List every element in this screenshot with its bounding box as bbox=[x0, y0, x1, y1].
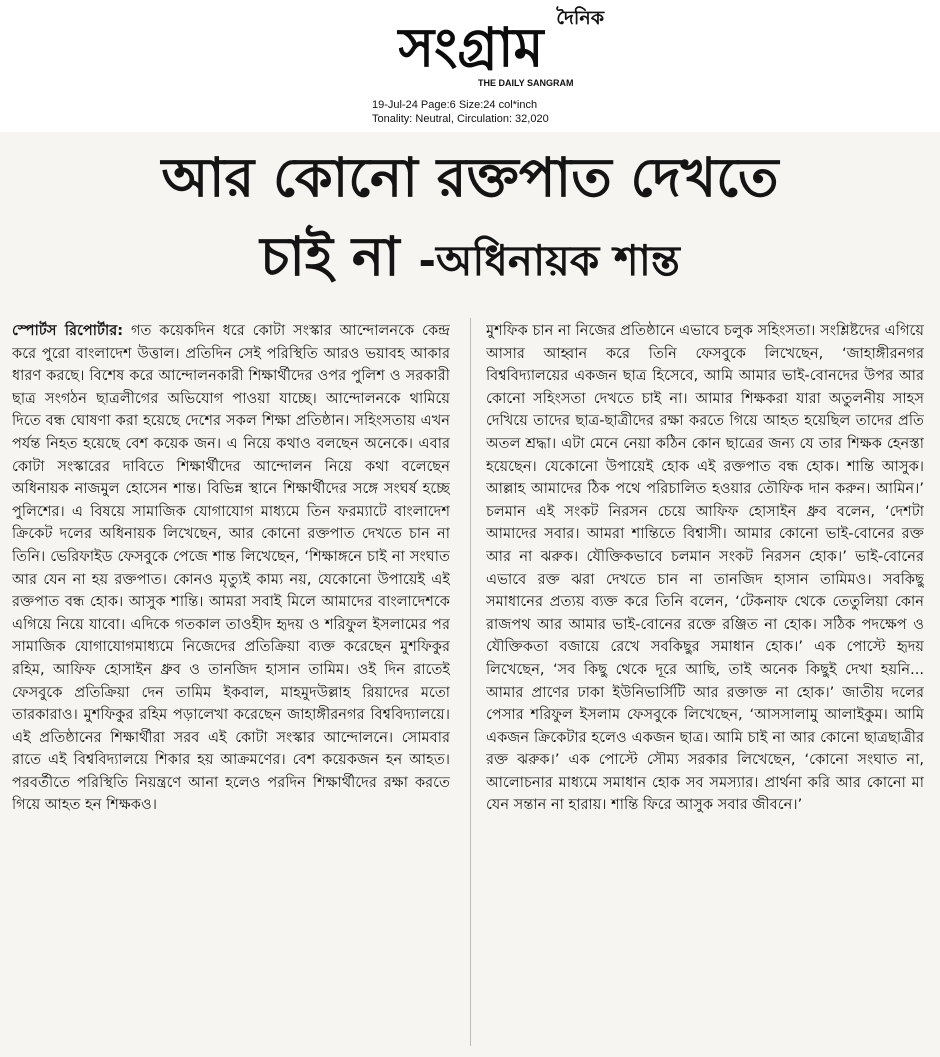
meta-line-tonality: Tonality: Neutral, Circulation: 32,020 bbox=[372, 113, 549, 125]
headline-line-1: আর কোনো রক্তপাত দেখতে bbox=[161, 146, 779, 209]
logo-main-text: সংগ্রাম bbox=[398, 16, 544, 79]
left-paragraph bbox=[12, 320, 450, 817]
left-body-text: গত কয়েকদিন ধরে কোটা সংস্কার আন্দোলনকে কেন্দ্র করে পুরো বাংলাদেশ উত্তাল। প্রতিদিন সেই পরিস্থিতি আরও ভয়াবহ আকার ধারণ করছে। বিশেষ করে আন্দোলনকারী শিক্ষার্থীদের ওপর পুলিশ ও সরকারী ছাত্র সংগঠন ছাত্রলীগের অভিযোগ পাওয়া যাচ্ছে। আন্দোলনকে থামিয়ে দিতে বন্ধ ঘোষণা করা হয়েছে দেশের সকল শিক্ষা প্রতিষ্ঠান। সহিংসতায় এখন পর্যন্ত নিহত হয়েছে বেশ কয়েক জন। এ নিয়ে কথাও বলছেন অনেকে। এবার কোটা সংস্কারের দাবিতে শিক্ষার্থীদের আন্দোলন নিয়ে কথা বলেছেন অধিনায়ক নাজমুল হোসেন শান্ত। বিভিন্ন স্থানে শিক্ষার্থীদের সঙ্গে সংঘর্ষ হচ্ছে পুলিশের। এ বিষয়ে সামাজিক যোগাযোগ মাধ্যমে তিন ফরম্যাটে বাংলাদেশ ক্রিকেট দলের অধিনায়ক লিখেছেন, আর কোনো রক্তপাত দেখতে চান না তিনি। ভেরিফাইড ফেসবুকে পেজে শান্ত লিখেছেন, ‘শিক্ষাঙ্গনে চাই না সংঘাত আর যেন না হয় রক্তপাত। কোনও মৃত্যুই কাম্য নয়, যেকোনো উপায়েই এই রক্তপাত বন্ধ হোক। আসুক শান্তি। আমরা সবাই মিলে আমাদের বাংলাদেশকে এগিয়ে নিয়ে যাবো। এদিকে গতকাল তাওহীদ হৃদয় ও শরিফুল ইসলামের পর সামাজিক যোগাযোগমাধ্যমে নিজেদের প্রতিক্রিয়া ব্যক্ত করেছেন মুশফিকুর রহিম, আফিফ হোসাইন ধ্রুব ও তানজিদ হাসান তামিম। ওই দিন রাতেই ফেসবুকে প্রতিক্রিয়া দেন তামিম ইকবাল, মাহমুদউল্লাহ রিয়াদের মতো তারকারাও। মুশফিকুর রহিম পড়ালেখা করেছেন জাহাঙ্গীরনগর বিশ্ববিদ্যালয়ে। এই প্রতিষ্ঠানের শিক্ষার্থীরা সরব এই কোটা সংস্কার আন্দোলনে। সোমবার রাতে এই বিশ্ববিদ্যালয়ে শিকার হয় আক্রমণের। বেশ কয়েকজন হন আহত। পরবর্তীতে পরিস্থিতি নিয়ন্ত্রণে আনা হলেও পরদিন শিক্ষার্থীদের রক্ষা করতে গিয়ে আহত হন শিক্ষকও। bbox=[12, 322, 450, 814]
logo-subtitle: THE DAILY SANGRAM bbox=[478, 78, 574, 88]
masthead bbox=[0, 0, 940, 132]
newspaper-logo bbox=[330, 2, 612, 94]
article-column-right bbox=[486, 320, 924, 1050]
headline-author: -অধিনায়ক শান্ত bbox=[418, 236, 680, 285]
headline-line-2 bbox=[0, 216, 940, 302]
article-column-left bbox=[12, 320, 450, 1050]
right-body-text: মুশফিক চান না নিজের প্রতিষ্ঠানে এভাবে চলুক সহিংসতা। সংশ্লিষ্টদের এগিয়ে আসার আহ্বান করে তিনি ফেসবুকে লিখেছেন, ‘জাহাঙ্গীরনগর বিশ্ববিদ্যালয়ের একজন ছাত্র হিসেবে, আমি আমার ভাই-বোনদের উপর আর কোনো সহিংসতা দেখতে চাই না। আমার শিক্ষকরা যারা অতুলনীয় সাহস দেখিয়ে তাদের ছাত্র-ছাত্রীদের রক্ষা করতে গিয়ে আহত হয়েছিল তাদের প্রতি অতল শ্রদ্ধা। এটা মেনে নেয়া কঠিন কোন ছাত্রের জন্য যে তার শিক্ষক হেনস্তা হয়েছেন। যেকোনো উপায়েই হোক এই রক্তপাত বন্ধ হোক। শান্তি আসুক। আল্লাহ আমাদের ঠিক পথে পরিচালিত হওয়ার তৌফিক দান করুন। আমিন।’ চলমান এই সংকট নিরসন চেয়ে আফিফ হোসাইন ধ্রুব বলেন, ‘দেশটা আমাদের সবার। আমরা শান্তিতে বিশ্বাসী। আমার কোনো ভাই-বোনের রক্ত আর না ঝরুক। যৌক্তিকভাবে চলমান সংকট নিরসন হোক।’ ভাই-বোনের এভাবে রক্ত ঝরা দেখতে চান না তানজিদ হাসান তামিমও। সবকিছু সমাধানের প্রত্যয় ব্যক্ত করে তিনি বলেন, ‘টেকনাফ থেকে তেতুলিয়া কোন রাজপথ আর আমার ভাই-বোনের রক্তে রঞ্জিত না হোক। সঠিক পদক্ষেপ ও যৌক্তিকতা বজায়ে রেখে সবকিছুর সমাধান হোক।’ এক পোস্টে হৃদয় লিখেছেন, ‘সব কিছু থেকে দূরে আছি, তাই অনেক কিছুই দেখা হয়নি... আমার প্রাণের ঢাকা ইউনিভার্সিটি আর রক্তাক্ত না হোক।’ জাতীয় দলের পেসার শরিফুল ইসলাম ফেসবুকে লিখেছেন, ‘আসসালামু আলাইকুম। আমি একজন ক্রিকেটার হলেও একজন ছাত্র। আমি চাই না আর কোনো ছাত্রছাত্রীর রক্ত ঝরুক।’ এক পোস্টে সৌম্য সরকার লিখেছেন, ‘কোনো সংঘাত না, আলোচনার মাধ্যমে সমাধান হোক সব সমস্যার। প্রার্থনা করি আর কোনো মা যেন সন্তান না হারায়। শান্তি ফিরে আসুক সবার জীবনে।’ bbox=[486, 322, 924, 814]
column-divider bbox=[470, 318, 471, 1046]
byline: স্পোর্টস রিপোর্টার: bbox=[12, 322, 124, 339]
clipping-meta bbox=[372, 98, 549, 126]
headline-line-2-text: চাই না bbox=[260, 225, 400, 288]
meta-line-page: 19-Jul-24 Page:6 Size:24 col*inch bbox=[372, 99, 538, 111]
article-headline bbox=[0, 140, 940, 302]
logo-top-text: দৈনিক bbox=[556, 7, 604, 29]
